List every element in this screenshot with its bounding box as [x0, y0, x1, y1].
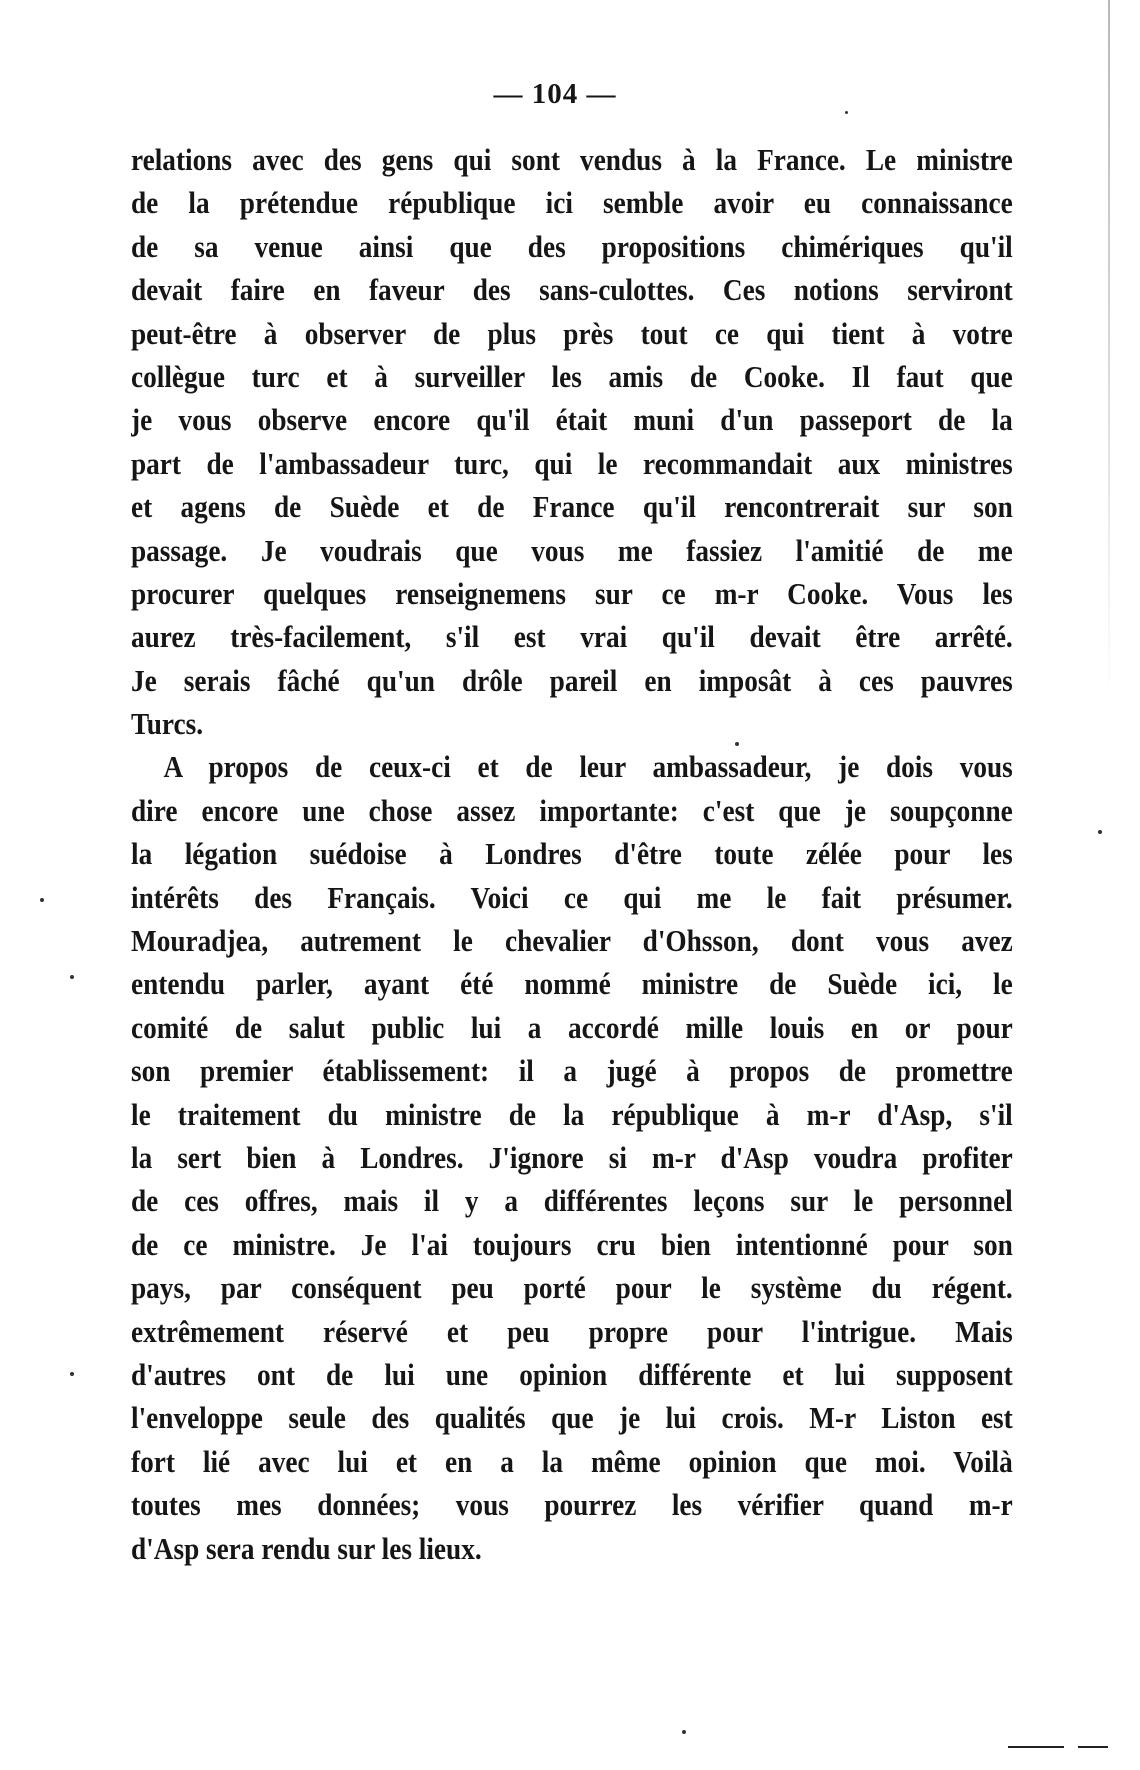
text-line: la sert bien à Londres. J'ignore si m-r d'Asp voudra profiter — [131, 1139, 1013, 1175]
scan-speck — [845, 111, 848, 114]
text-line: extrêmement réservé et peu propre pour l'intrigue. Mais — [131, 1313, 1013, 1349]
text-line: d'autres ont de lui une opinion différente et lui supposent — [131, 1356, 1013, 1392]
text-line: fort lié avec lui et en a la même opinion que moi. Voilà — [131, 1443, 1013, 1479]
text-line: l'enveloppe seule des qualités que je lui crois. M-r Liston est — [131, 1400, 1013, 1436]
scan-speck — [735, 742, 739, 746]
text-line: entendu parler, ayant été nommé ministre de Suède ici, le — [131, 966, 1013, 1002]
text-line: aurez très-facilement, s'il est vrai qu'il devait être arrêté. — [131, 619, 1013, 655]
text-line: pays, par conséquent peu porté pour le système du régent. — [131, 1270, 1013, 1306]
text-line: et agens de Suède et de France qu'il rencontrerait sur son — [131, 489, 1013, 525]
text-line: devait faire en faveur des sans-culottes. Ces notions serviront — [131, 272, 1013, 308]
text-line: relations avec des gens qui sont vendus à la France. Le ministre — [131, 142, 1013, 177]
text-line: Turcs. — [131, 706, 204, 742]
text-line: peut-être à observer de plus près tout ce qui tient à votre — [131, 315, 1013, 351]
text-line: comité de salut public lui a accordé mille louis en or pour — [131, 1009, 1013, 1045]
scan-speck — [70, 1372, 74, 1376]
scan-speck — [682, 1730, 686, 1734]
text-line: part de l'ambassadeur turc, qui le recommandait aux ministres — [131, 445, 1013, 481]
scan-speck — [70, 975, 74, 979]
text-line: de ce ministre. Je l'ai toujours cru bien intentionné pour son — [131, 1226, 1013, 1262]
text-line: passage. Je voudrais que vous me fassiez l'amitié de me — [131, 532, 1013, 568]
text-line: son premier établissement: il a jugé à propos de promettre — [131, 1053, 1013, 1089]
text-line: dire encore une chose assez importante: c'est que je soupçonne — [131, 792, 1013, 828]
scan-speck — [40, 898, 44, 902]
text-line: Mouradjea, autrement le chevalier d'Ohsson, dont vous avez — [131, 923, 1013, 959]
page-number: — 104 — — [493, 78, 617, 110]
text-line: le traitement du ministre de la république à m-r d'Asp, s'il — [131, 1096, 1013, 1132]
text-line: de sa venue ainsi que des propositions chimériques qu'il — [131, 228, 1013, 264]
scan-speck — [1098, 830, 1102, 834]
scan-edge-mark — [1008, 1746, 1064, 1748]
text-line: procurer quelques renseignemens sur ce m-r Cooke. Vous les — [131, 575, 1013, 611]
scan-edge-mark — [1078, 1746, 1108, 1748]
text-line: Je serais fâché qu'un drôle pareil en imposât à ces pauvres — [131, 662, 1013, 698]
body-text — [131, 138, 1013, 1570]
text-line: de ces offres, mais il y a différentes leçons sur le personnel — [131, 1183, 1013, 1219]
text-line-paragraph-start: A propos de ceux-ci et de leur ambassadeur, je dois vous — [163, 749, 1013, 785]
text-line: la légation suédoise à Londres d'être toute zélée pour les — [131, 836, 1013, 872]
text-line: de la prétendue république ici semble avoir eu connaissance — [131, 185, 1013, 221]
text-line: collègue turc et à surveiller les amis de Cooke. Il faut que — [131, 358, 1013, 394]
text-line: intérêts des Français. Voici ce qui me le fait présumer. — [131, 879, 1013, 915]
text-line: je vous observe encore qu'il était muni d'un passeport de la — [131, 402, 1013, 438]
text-line: d'Asp sera rendu sur les lieux. — [131, 1530, 482, 1566]
text-line: toutes mes données; vous pourrez les vérifier quand m-r — [131, 1487, 1013, 1523]
